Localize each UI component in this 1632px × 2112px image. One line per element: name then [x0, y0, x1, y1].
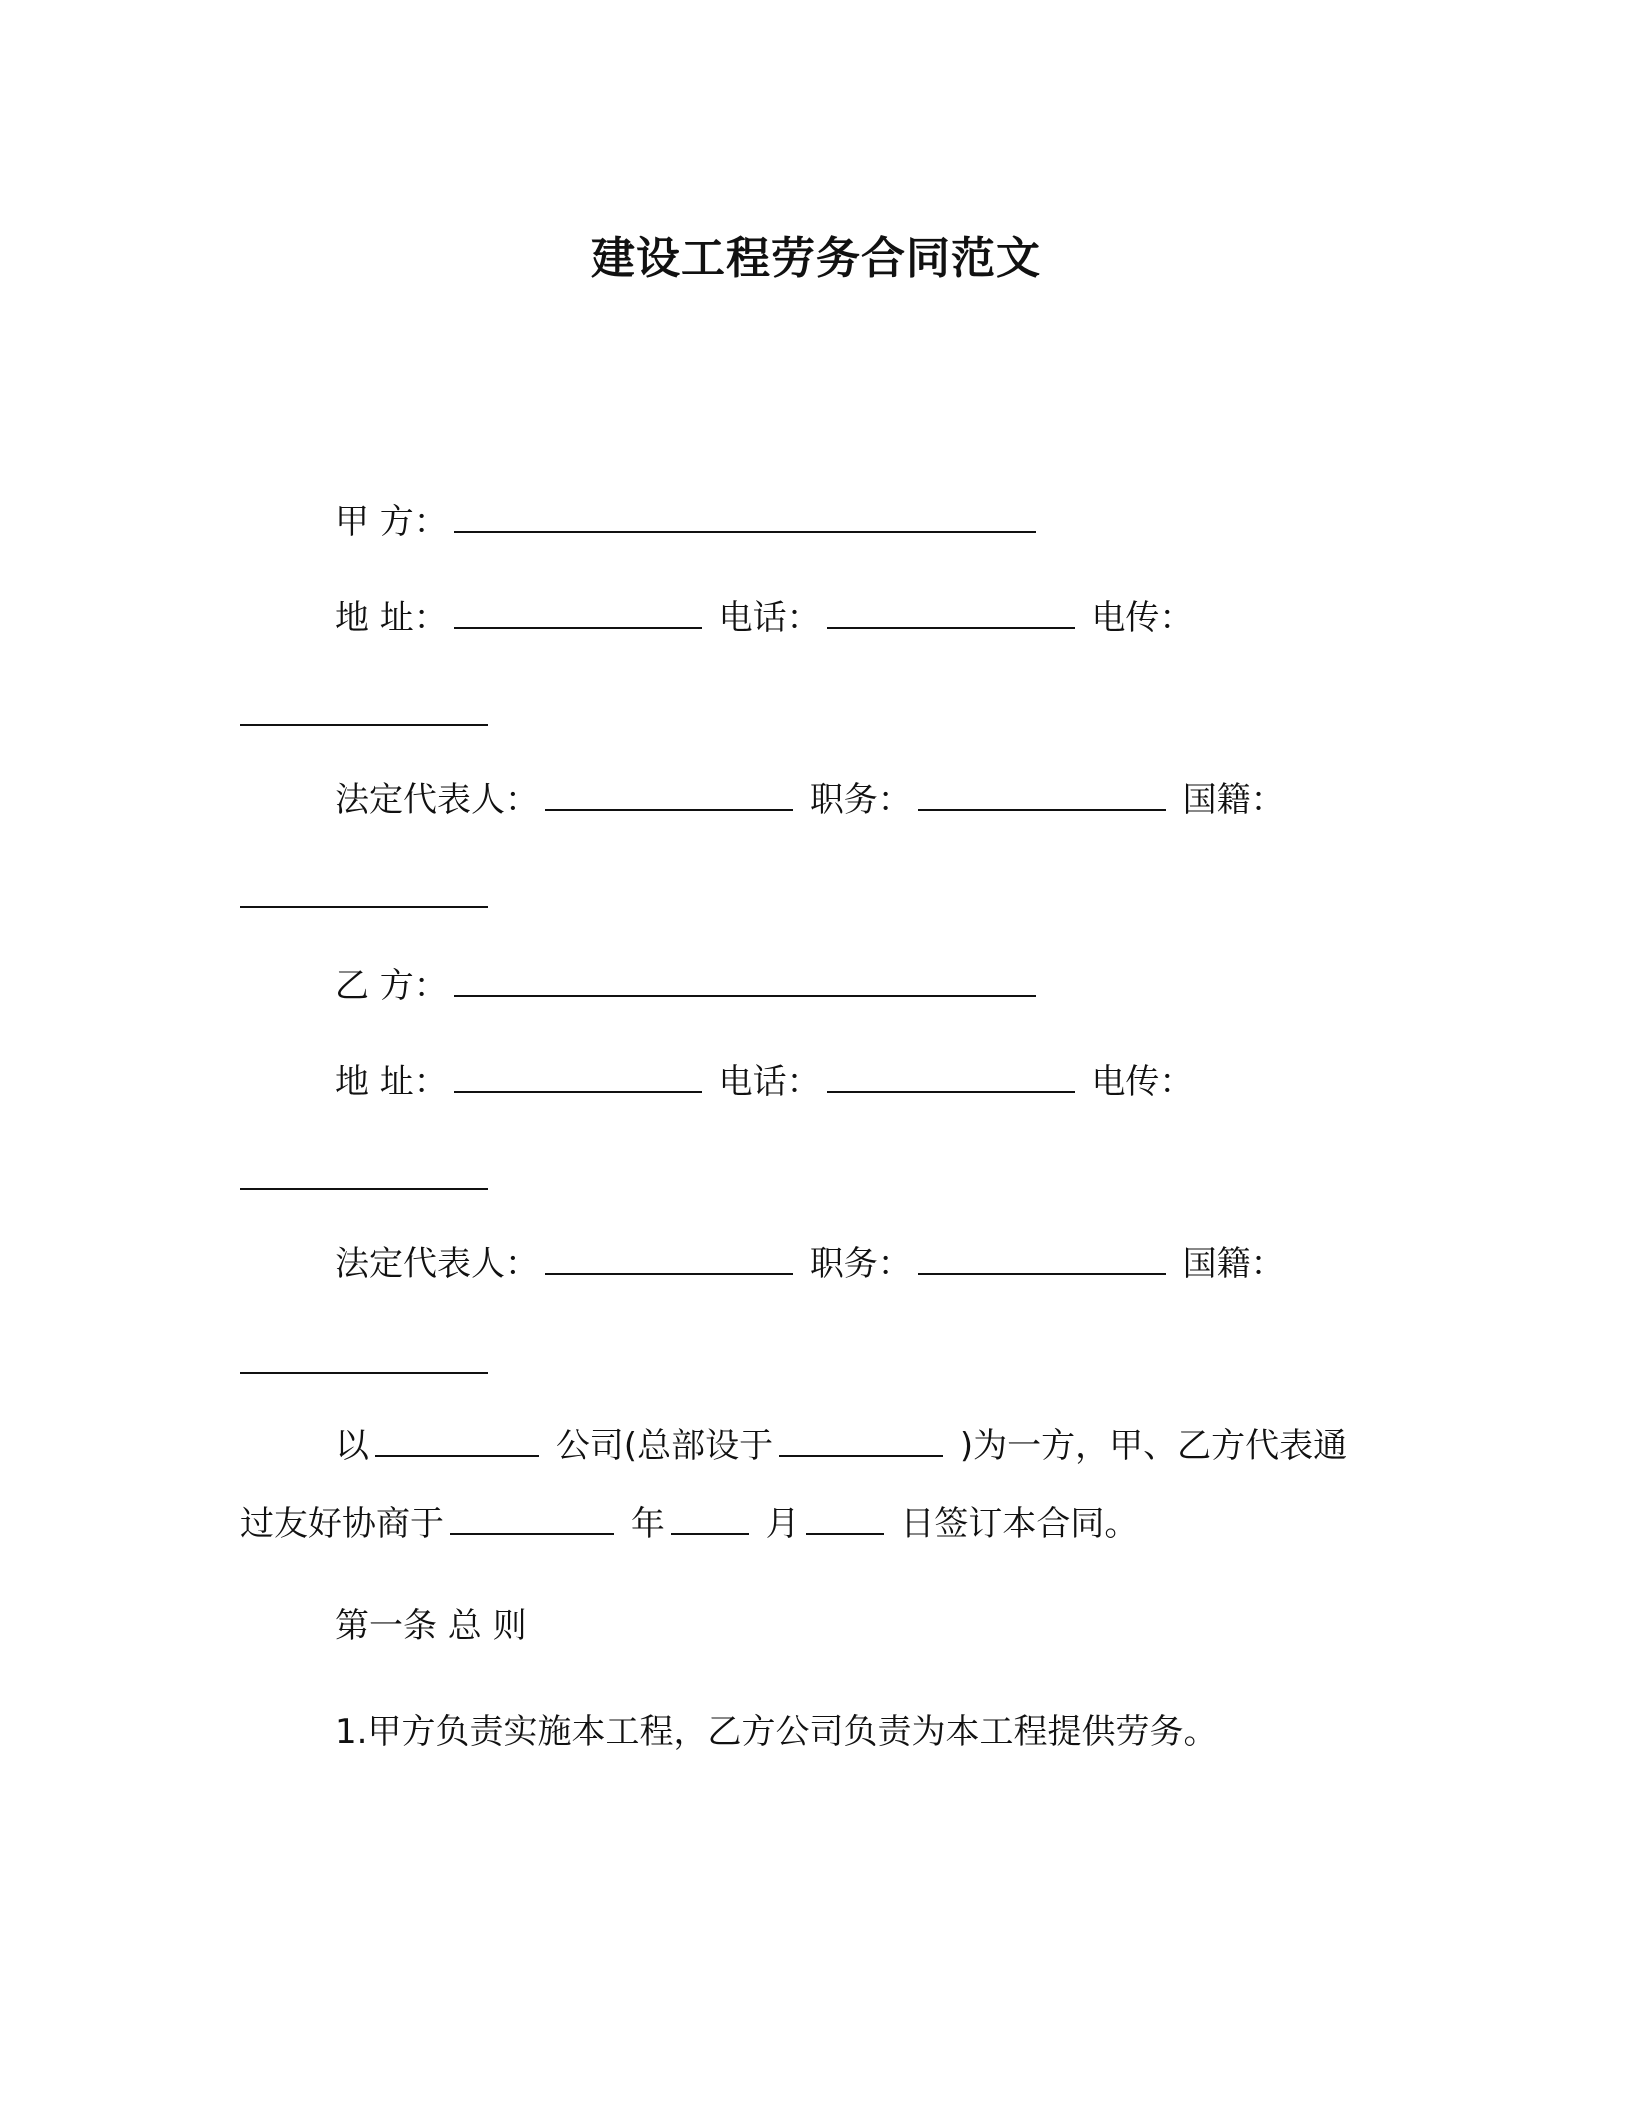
party-b-name-label: 乙 方： [335, 966, 448, 1006]
intro-month-blank [671, 1503, 749, 1535]
article-1-item-1: 1.甲方负责实施本工程，乙方公司负责为本工程提供劳务。 [335, 1712, 1218, 1752]
party-b-fax-blank [240, 1188, 488, 1190]
party-a-address-label: 地 址： [335, 598, 448, 638]
party-a-rep-blank [545, 779, 793, 811]
party-a-rep-row [335, 778, 1285, 822]
party-a-phone-blank [827, 597, 1075, 629]
party-a-address-row [335, 596, 1193, 640]
party-b-rep-label: 法定代表人： [335, 1244, 539, 1284]
party-a-name-label: 甲 方： [335, 502, 448, 542]
intro-text-4: 过友好协商于 [240, 1504, 444, 1544]
party-a-name-row [335, 500, 1042, 544]
party-a-address-blank [454, 597, 702, 629]
intro-hq-blank [779, 1425, 943, 1457]
intro-day-blank [806, 1503, 884, 1535]
party-b-fax-label: 电传： [1091, 1062, 1194, 1102]
party-b-rep-blank [545, 1243, 793, 1275]
party-a-rep-label: 法定代表人： [335, 780, 539, 820]
intro-text-2: 公司(总部设于 [555, 1426, 774, 1466]
intro-company-blank [375, 1425, 539, 1457]
party-b-rep-row [335, 1242, 1285, 1286]
party-b-phone-blank [827, 1061, 1075, 1093]
party-a-name-blank [454, 501, 1036, 533]
party-b-name-row [335, 964, 1042, 1008]
party-b-nationality-label: 国籍： [1182, 1244, 1285, 1284]
party-b-position-label: 职务： [809, 1244, 912, 1284]
intro-line-1 [335, 1424, 1347, 1468]
intro-text-1: 以 [335, 1426, 369, 1466]
article-1-heading: 第一条 总 则 [335, 1606, 527, 1646]
document-title: 建设工程劳务合同范文 [591, 233, 1041, 284]
party-a-phone-label: 电话： [718, 598, 821, 638]
party-b-position-blank [918, 1243, 1166, 1275]
party-a-nationality-blank [240, 906, 488, 908]
intro-day-label: 日签订本合同。 [900, 1504, 1139, 1544]
party-b-address-blank [454, 1061, 702, 1093]
intro-line-2 [240, 1502, 1138, 1546]
party-a-nationality-label: 国籍： [1182, 780, 1285, 820]
party-a-position-blank [918, 779, 1166, 811]
party-a-fax-blank [240, 724, 488, 726]
party-b-address-label: 地 址： [335, 1062, 448, 1102]
intro-month-label: 月 [765, 1504, 800, 1544]
intro-text-3: )为一方，甲、乙方代表通 [959, 1426, 1348, 1466]
intro-year-label: 年 [630, 1504, 665, 1544]
party-b-nationality-blank [240, 1372, 488, 1374]
party-a-fax-label: 电传： [1091, 598, 1194, 638]
party-b-address-row [335, 1060, 1193, 1104]
intro-date-blank [450, 1503, 614, 1535]
party-b-phone-label: 电话： [718, 1062, 821, 1102]
party-a-position-label: 职务： [809, 780, 912, 820]
party-b-name-blank [454, 965, 1036, 997]
